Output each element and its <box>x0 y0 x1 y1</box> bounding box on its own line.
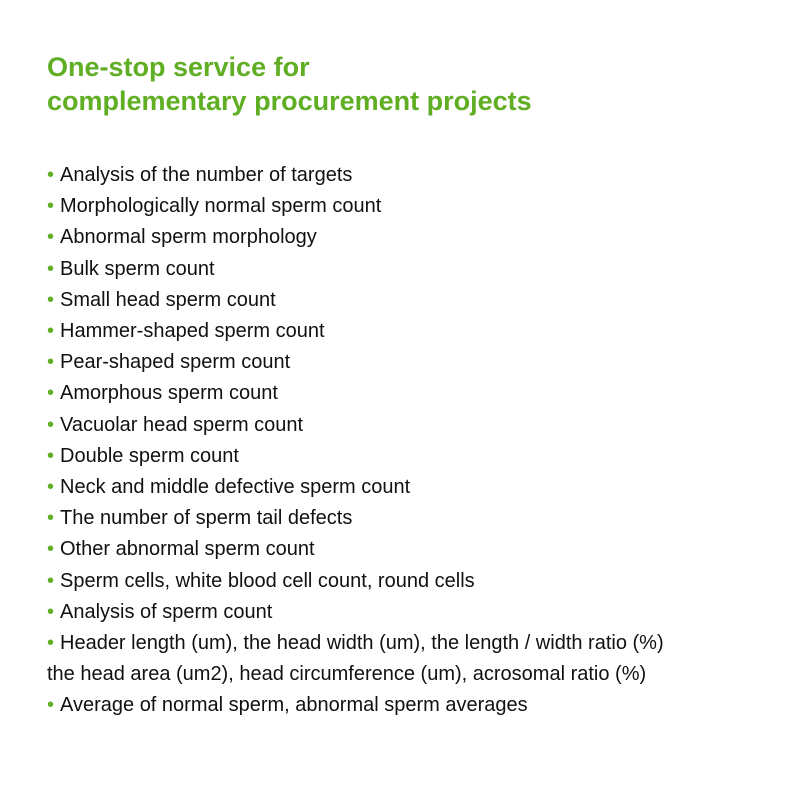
list-item-text: The number of sperm tail defects <box>60 507 353 530</box>
list-item <box>47 441 767 472</box>
list-item-text: Header length (um), the head width (um), the length / width ratio (%) <box>60 632 664 655</box>
list-item <box>47 690 767 721</box>
list-item <box>47 597 767 628</box>
bullet-icon: • <box>47 569 55 592</box>
list-item <box>47 378 767 409</box>
bullet-icon: • <box>47 600 55 623</box>
list-item <box>47 410 767 441</box>
bullet-icon: • <box>47 351 55 374</box>
list-item-text: Sperm cells, white blood cell count, round cells <box>60 569 475 592</box>
title-line-2: complementary procurement projects <box>47 86 532 116</box>
bullet-icon: • <box>47 195 55 218</box>
bullet-icon: • <box>47 507 55 530</box>
feature-list <box>47 160 767 722</box>
bullet-icon: • <box>47 476 55 499</box>
list-item-continuation: the head area (um2), head circumference (um), acrosomal ratio (%) <box>47 663 647 686</box>
list-item <box>47 285 767 316</box>
list-item-text: Hammer-shaped sperm count <box>60 320 325 343</box>
bullet-icon: • <box>47 257 55 280</box>
list-item-text: Abnormal sperm morphology <box>60 226 317 249</box>
list-item-text: Morphologically normal sperm count <box>60 195 382 218</box>
list-item <box>47 472 767 503</box>
list-item-text: Analysis of the number of targets <box>60 164 353 186</box>
bullet-icon: • <box>47 444 55 467</box>
bullet-icon: • <box>47 632 55 655</box>
bullet-icon: • <box>47 164 55 186</box>
list-item <box>47 628 767 690</box>
list-item-text: Other abnormal sperm count <box>60 538 315 561</box>
list-item <box>47 503 767 534</box>
bullet-icon: • <box>47 694 55 717</box>
bullet-icon: • <box>47 538 55 561</box>
list-item <box>47 222 767 253</box>
bullet-icon: • <box>47 226 55 249</box>
list-item <box>47 160 767 191</box>
bullet-icon: • <box>47 382 55 405</box>
bullet-icon: • <box>47 320 55 343</box>
list-item-text: Pear-shaped sperm count <box>60 351 291 374</box>
page-title <box>47 50 532 118</box>
title-line-1: One-stop service for <box>47 52 310 82</box>
bullet-icon: • <box>47 413 55 436</box>
bullet-icon: • <box>47 288 55 311</box>
list-item <box>47 534 767 565</box>
list-item <box>47 566 767 597</box>
list-item-text: Bulk sperm count <box>60 257 215 280</box>
list-item-text: Double sperm count <box>60 444 239 467</box>
list-item <box>47 254 767 285</box>
list-item-text: Small head sperm count <box>60 288 276 311</box>
list-item <box>47 316 767 347</box>
list-item-text: Amorphous sperm count <box>60 382 278 405</box>
list-item-text: Vacuolar head sperm count <box>60 413 304 436</box>
list-item <box>47 191 767 222</box>
list-item-text: Average of normal sperm, abnormal sperm averages <box>60 694 528 717</box>
list-item-text: Neck and middle defective sperm count <box>60 476 411 499</box>
list-item-text: Analysis of sperm count <box>60 600 273 623</box>
list-item <box>47 347 767 378</box>
